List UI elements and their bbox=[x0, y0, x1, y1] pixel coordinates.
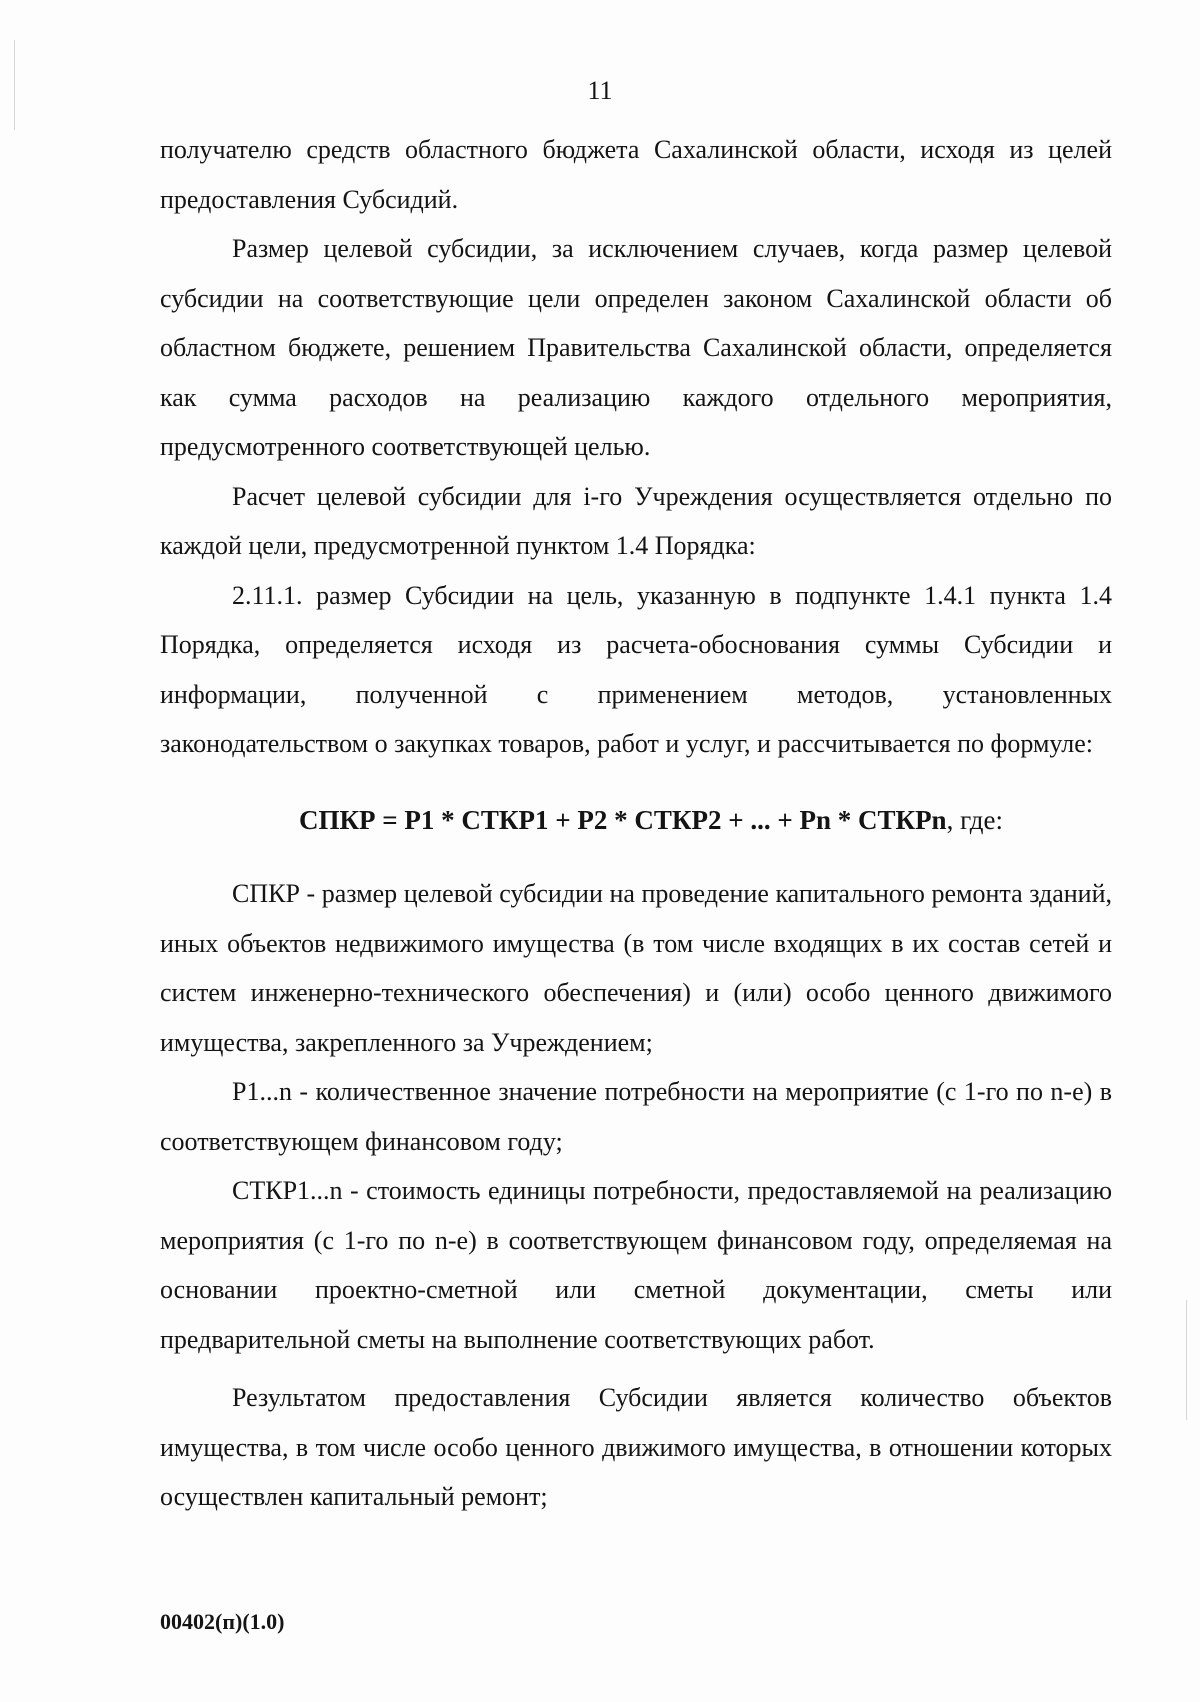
formula-suffix: , где: bbox=[946, 804, 1004, 835]
formula-expression: СПКР = Р1 * СТКР1 + Р2 * СТКР2 + ... + Рn * СТКРn bbox=[298, 804, 947, 835]
scan-edge-mark bbox=[1186, 1300, 1187, 1420]
document-body bbox=[160, 125, 1112, 1522]
footer-document-code: 00402(п)(1.0) bbox=[160, 1609, 285, 1634]
definition-spkr: СПКР - размер целевой субсидии на проведение капитального ремонта зданий, иных объектов недвижимого имущества (в том числе входящих в их состав сетей и систем инженерно-технического обеспечения) и (или) особо ценного движимого имущества, закрепленного за Учреждением; bbox=[160, 879, 1112, 1057]
definition-stkr: СТКР1...n - стоимость единицы потребности, предоставляемой на реализацию мероприятия (с 1-го по n-е) в соответствующем финансовом году, определяемая на основании проектно-сметной или сметной документации, сметы или предварительной сметы на выполнение соответствующих работ. bbox=[160, 1176, 1112, 1354]
paragraph-result: Результатом предоставления Субсидии является количество объектов имущества, в том числе особо ценного движимого имущества, в отношении которых осуществлен капитальный ремонт; bbox=[160, 1383, 1112, 1511]
paragraph-continuation: получателю средств областного бюджета Сахалинской области, исходя из целей предоставления Субсидий. bbox=[160, 135, 1112, 214]
paragraph-calculation: Расчет целевой субсидии для i-го Учреждения осуществляется отдельно по каждой цели, предусмотренной пунктом 1.4 Порядка: bbox=[160, 481, 1112, 560]
formula bbox=[160, 796, 1112, 846]
page-number: 11 bbox=[587, 76, 613, 105]
paragraph-subsidy-size: Размер целевой субсидии, за исключением случаев, когда размер целевой субсидии на соответствующие цели определен законом Сахалинской области об областном бюджете, решением Правительства Сахалинской области, определяется как сумма расходов на реализацию каждого отдельного мероприятия, предусмотренного соответствующей целью. bbox=[160, 234, 1112, 461]
paragraph-item-2-11-1: 2.11.1. размер Субсидии на цель, указанную в подпункте 1.4.1 пункта 1.4 Порядка, определяется исходя из расчета-обоснования суммы Субсидии и информации, полученной с применением методов, установленных законодательством о закупках товаров, работ и услуг, и рассчитывается по формуле: bbox=[160, 580, 1112, 758]
definition-p: Р1...n - количественное значение потребности на мероприятие (с 1-го по n-е) в соответствующем финансовом году; bbox=[160, 1077, 1112, 1156]
